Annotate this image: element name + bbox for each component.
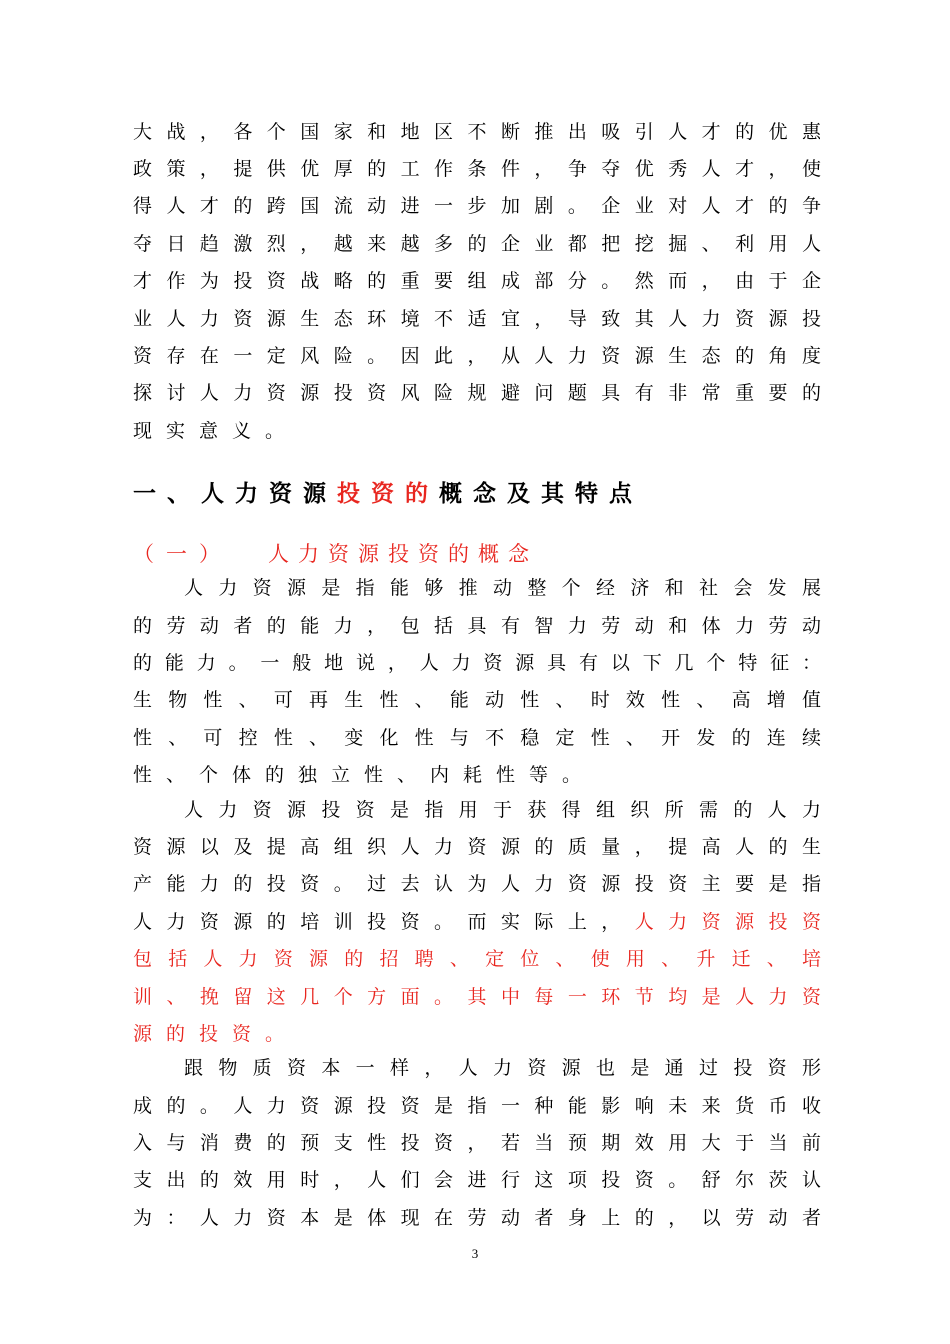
intro-line-8: 探讨人力资源投资风险规避问题具有非常重要的 [133, 382, 821, 404]
para3-line-1: 跟物质资本一样，人力资源也是通过投资形 [184, 1057, 821, 1079]
para1-line-4: 生物性、可再生性、能动性、时效性、高增值 [133, 689, 821, 711]
para3-line-3: 入与消费的预支性投资，若当预期效用大于当前 [133, 1132, 821, 1154]
para1-line-3: 的能力。一般地说，人力资源具有以下几个特征： [133, 652, 821, 674]
subsection-heading [133, 535, 693, 573]
para3-line-4: 支出的效用时，人们会进行这项投资。舒尔茨认 [133, 1169, 821, 1191]
para1-line-2: 的劳动者的能力，包括具有智力劳动和体力劳动 [133, 615, 821, 637]
para1-line-6: 性、个体的独立性、内耗性等。 [133, 764, 596, 786]
intro-line-2: 政策，提供优厚的工作条件，争夺优秀人才，使 [133, 158, 821, 180]
intro-line-9: 现实意义。 [133, 420, 299, 442]
para2-line-5: 包括人力资源的招聘、定位、使用、升迁、培 [133, 948, 821, 970]
section-heading-part2: 投资的 [337, 481, 439, 507]
para1-line-5: 性、可控性、变化性与不稳定性、开发的连续 [133, 727, 821, 749]
para2-line-4 [133, 904, 821, 941]
para2-line-6: 训、挽留这几个方面。其中每一环节均是人力资 [133, 986, 821, 1008]
section-heading [133, 474, 653, 514]
intro-line-3: 得人才的跨国流动进一步加剧。企业对人才的争 [133, 195, 821, 217]
intro-line-4: 夺日趋激烈，越来越多的企业都把挖掘、利用人 [133, 233, 821, 255]
para3-line-2: 成的。人力资源投资是指一种能影响未来货币收 [133, 1095, 821, 1117]
page-number: 3 [471, 1246, 479, 1261]
para2-line-4-red: 人力资源投资 [634, 911, 821, 933]
para2-line-1: 人力资源投资是指用于获得组织所需的人力 [184, 799, 821, 821]
intro-line-5: 才作为投资战略的重要组成部分。然而，由于企 [133, 270, 821, 292]
subsection-title: 人力资源投资的概念 [268, 542, 538, 566]
subsection-label: （一） [133, 542, 232, 566]
para1-line-1: 人力资源是指能够推动整个经济和社会发展 [184, 577, 821, 599]
para2-line-7: 源的投资。 [133, 1023, 299, 1045]
section-heading-part1: 一、人力资源 [133, 481, 337, 507]
intro-line-7: 资存在一定风险。因此，从人力资源生态的角度 [133, 345, 821, 367]
para2-line-3: 产能力的投资。过去认为人力资源投资主要是指 [133, 873, 821, 895]
intro-line-6: 业人力资源生态环境不适宜，导致其人力资源投 [133, 308, 821, 330]
para2-line-2: 资源以及提高组织人力资源的质量，提高人的生 [133, 836, 821, 858]
para2-line-4-black: 人力资源的培训投资。而实际上， [133, 911, 635, 933]
para3-line-5: 为：人力资本是体现在劳动者身上的，以劳动者 [133, 1207, 821, 1229]
section-heading-part3: 概念及其特点 [439, 481, 643, 507]
intro-line-1: 大战，各个国家和地区不断推出吸引人才的优惠 [133, 121, 821, 143]
